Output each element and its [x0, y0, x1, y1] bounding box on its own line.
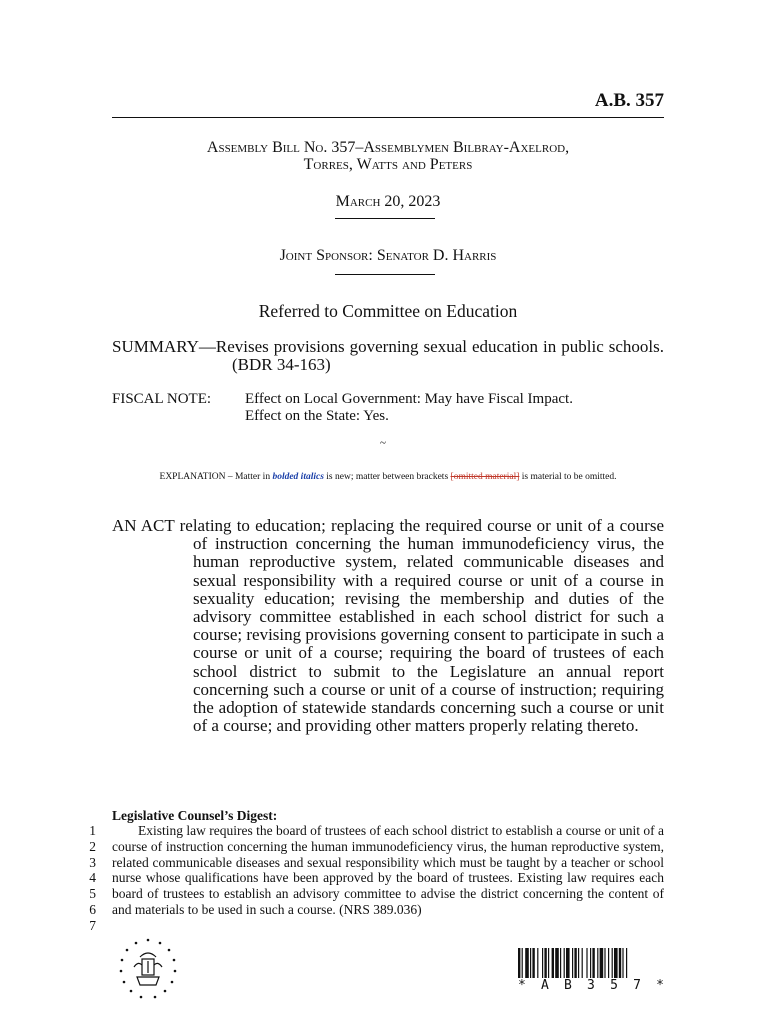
line-number: 4	[89, 870, 96, 886]
tilde-mark: ~	[380, 437, 386, 449]
state-seal-icon	[113, 937, 183, 1001]
explanation-omitted: [omitted material]	[450, 472, 520, 482]
barcode-text	[518, 978, 664, 993]
fiscal-note-state: Effect on the State: Yes.	[245, 408, 389, 424]
barcode-bar	[542, 948, 543, 978]
barcode-bar	[578, 948, 579, 978]
explanation-suffix: is material to be omitted.	[519, 472, 617, 482]
barcode-bar	[600, 948, 604, 978]
bill-sponsors-line1: Assembly Bill No. 357–Assemblymen Bilbray-Axelrod,	[206, 139, 570, 156]
summary-text: SUMMARY—Revises provisions governing sexual education in public schools. (BDR 34-163)	[112, 337, 664, 374]
joint-sponsor: Joint Sponsor: Senator D. Harris	[279, 247, 497, 264]
barcode-bar	[555, 948, 559, 978]
line-number: 7	[89, 917, 96, 933]
barcode-char: 5	[610, 978, 618, 993]
barcode-char: *	[656, 978, 664, 993]
barcode-bar	[522, 948, 523, 978]
barcode-bar	[548, 948, 549, 978]
separator-line	[335, 218, 435, 219]
digest-body	[112, 823, 664, 918]
line-number: 6	[89, 901, 96, 917]
barcode-bar	[572, 948, 573, 978]
barcode-bar	[597, 948, 598, 978]
bill-date: March 20, 2023	[335, 193, 441, 210]
barcode-char: A	[541, 978, 549, 993]
line-number: 5	[89, 886, 96, 902]
barcode-bar	[574, 948, 576, 978]
barcode-bar	[612, 948, 613, 978]
explanation-middle: is new; matter between brackets	[323, 472, 451, 482]
barcode-char: *	[518, 978, 526, 993]
barcode-bar	[626, 948, 627, 978]
act-text: AN ACT relating to education; replacing the required course or unit of a course of instruction concerning the human immunodeficiency virus, the human reproductive system, related communicable diseases and sexual responsibility with a required course or unit of a course in sexuality education; revising the membership and duties of the advisory committee established in each school district for such a course; revising provisions governing consent to participate in such a course or unit of a course; requiring the board of trustees of each school district to submit to the Legislature an annual report concerning such a course or unit of a course of instruction; requiring the adoption of statewide standards concerning such a course or unit of a course; and providing other matters properly relating thereto.	[112, 516, 664, 736]
referral-line: Referred to Committee on Education	[258, 301, 518, 321]
bill-sponsors-line2: Torres, Watts and Peters	[303, 156, 473, 173]
act-title	[112, 517, 664, 735]
barcode-bar	[564, 948, 565, 978]
separator-line	[335, 274, 435, 275]
barcode-bar	[614, 948, 618, 978]
barcode-bar	[604, 948, 605, 978]
barcode-bar	[590, 948, 591, 978]
barcode-bar	[566, 948, 570, 978]
line-number: 3	[89, 854, 96, 870]
explanation-prefix: EXPLANATION – Matter in	[159, 472, 273, 482]
line-number: 1	[89, 823, 96, 838]
barcode-bar	[619, 948, 621, 978]
barcode-bar	[592, 948, 594, 978]
barcode-char: B	[564, 978, 572, 993]
barcode-bar	[518, 948, 520, 978]
barcode-bar	[532, 948, 534, 978]
summary-block	[112, 338, 664, 374]
barcode-bar	[552, 948, 554, 978]
explanation-note	[112, 472, 664, 482]
explanation-bold-italics: bolded italics	[272, 472, 324, 482]
header-rule	[112, 117, 664, 118]
barcode-bar	[622, 948, 623, 978]
barcode-bar	[608, 948, 609, 978]
line-number: 2	[89, 838, 96, 854]
fiscal-note	[112, 391, 573, 425]
barcode-bar	[537, 948, 538, 978]
barcode-icon	[518, 948, 664, 978]
barcode-bar	[582, 948, 583, 978]
barcode-bar	[586, 948, 587, 978]
bill-number: A.B. 357	[594, 90, 664, 111]
fiscal-note-local: Effect on Local Government: May have Fiscal Impact.	[245, 391, 573, 407]
barcode-char: 7	[633, 978, 641, 993]
barcode-char: 3	[587, 978, 595, 993]
barcode-bar	[544, 948, 546, 978]
line-numbers	[84, 823, 96, 934]
digest-heading: Legislative Counsel’s Digest:	[112, 808, 278, 823]
barcode-bar	[530, 948, 531, 978]
fiscal-note-label: FISCAL NOTE:	[112, 391, 212, 407]
digest-text: Existing law requires the board of trustees of each school district to establish a course or unit of a course of instruction concerning the human immunodeficiency virus, the human reproductive system, related communicable diseases and sexual responsibility which must be taught by a teacher or school nurse whose qualifications have been approved by the board of trustees. Existing law requires each board of trustees to establish an advisory committee to advise the district concerning the content of and materials to be used in such a course. (NRS 389.036)	[112, 823, 664, 917]
barcode-bar	[560, 948, 561, 978]
barcode-bar	[525, 948, 529, 978]
